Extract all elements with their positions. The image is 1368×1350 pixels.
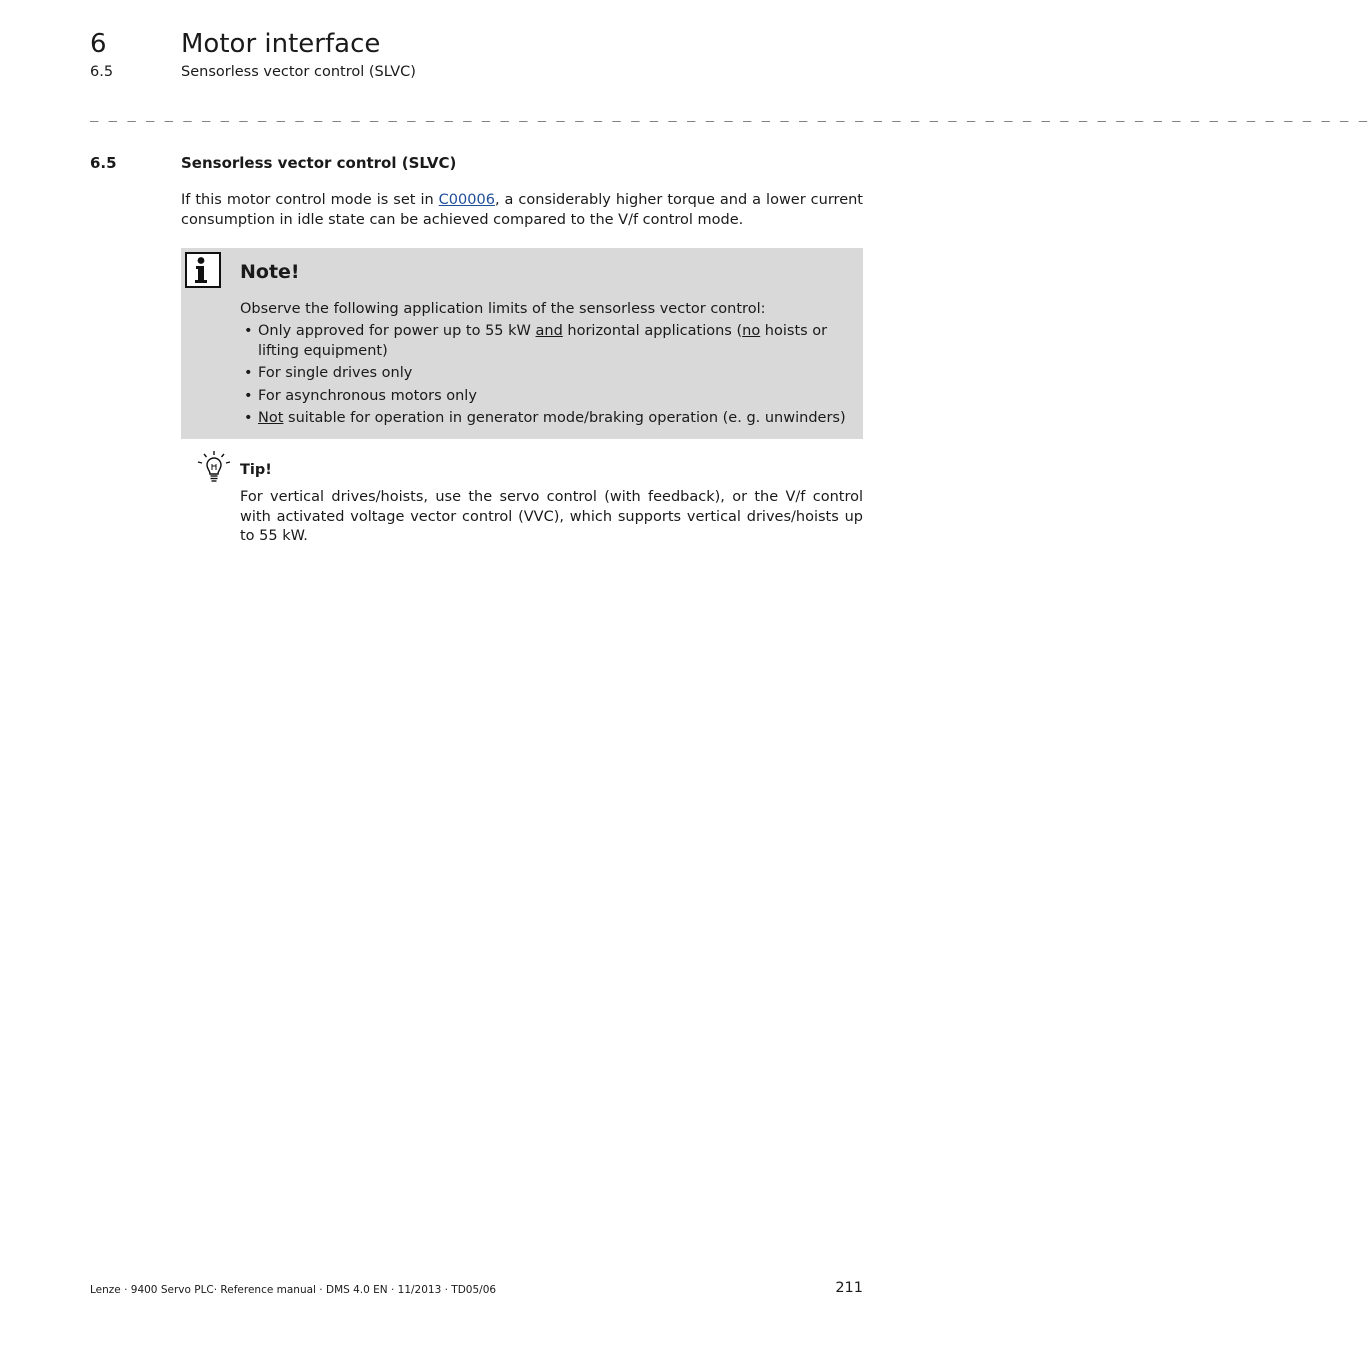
bullet: • xyxy=(244,365,253,381)
list-item: • Only approved for power up to 55 kW and horizontal applications (no hoists or lifting equipment) xyxy=(244,323,828,359)
bullet: • xyxy=(244,410,253,426)
note-box xyxy=(181,248,863,439)
note-heading: Note! xyxy=(240,261,300,283)
note-list xyxy=(240,322,850,432)
tip-heading: Tip! xyxy=(240,462,272,478)
chapter-number: 6 xyxy=(90,29,107,59)
lightbulb-icon xyxy=(196,450,232,486)
note-lead: Observe the following application limits of the sensorless vector control: xyxy=(240,301,766,317)
section-number: 6.5 xyxy=(90,154,117,172)
code-link-c00006[interactable]: C00006 xyxy=(438,192,495,208)
footer-document-info: Lenze · 9400 Servo PLC· Reference manual · DMS 4.0 EN · 11/2013 · TD05/06 xyxy=(90,1284,497,1296)
header-separator: _ _ _ _ _ _ _ _ _ _ _ _ _ _ _ _ _ _ _ _ _ _ _ _ _ _ _ _ _ _ _ _ _ _ _ _ _ _ _ _ _ _ _ _ _ _ _ _ _ _ _ _ _ _ _ _ _ _ _ _ _ _ _ _ _ _ _ _ _ xyxy=(90,106,1368,122)
list-item: • For asynchronous motors only xyxy=(240,387,850,407)
section-heading: Sensorless vector control (SLVC) xyxy=(181,154,457,172)
header-section-number: 6.5 xyxy=(90,64,114,80)
list-item: • For single drives only xyxy=(240,364,850,384)
bullet: • xyxy=(244,323,253,339)
chapter-title: Motor interface xyxy=(181,29,381,59)
intro-text-after: , a considerably higher torque and a lower current consumption in idle state can be achieved compared to the V/f control mode. xyxy=(181,192,863,228)
page-number: 211 xyxy=(835,1280,863,1296)
tip-text: For vertical drives/hoists, use the servo control (with feedback), or the V/f control with activated voltage vector control (VVC), which supports vertical drives/hoists up to 55 kW. xyxy=(240,489,863,544)
intro-text-before: If this motor control mode is set in xyxy=(181,192,439,208)
header-section-title: Sensorless vector control (SLVC) xyxy=(181,64,416,80)
bullet: • xyxy=(244,387,253,404)
list-item: • Not suitable for operation in generator mode/braking operation (e. g. unwinders) xyxy=(240,409,850,429)
intro-paragraph xyxy=(181,191,863,230)
info-icon xyxy=(185,252,221,288)
